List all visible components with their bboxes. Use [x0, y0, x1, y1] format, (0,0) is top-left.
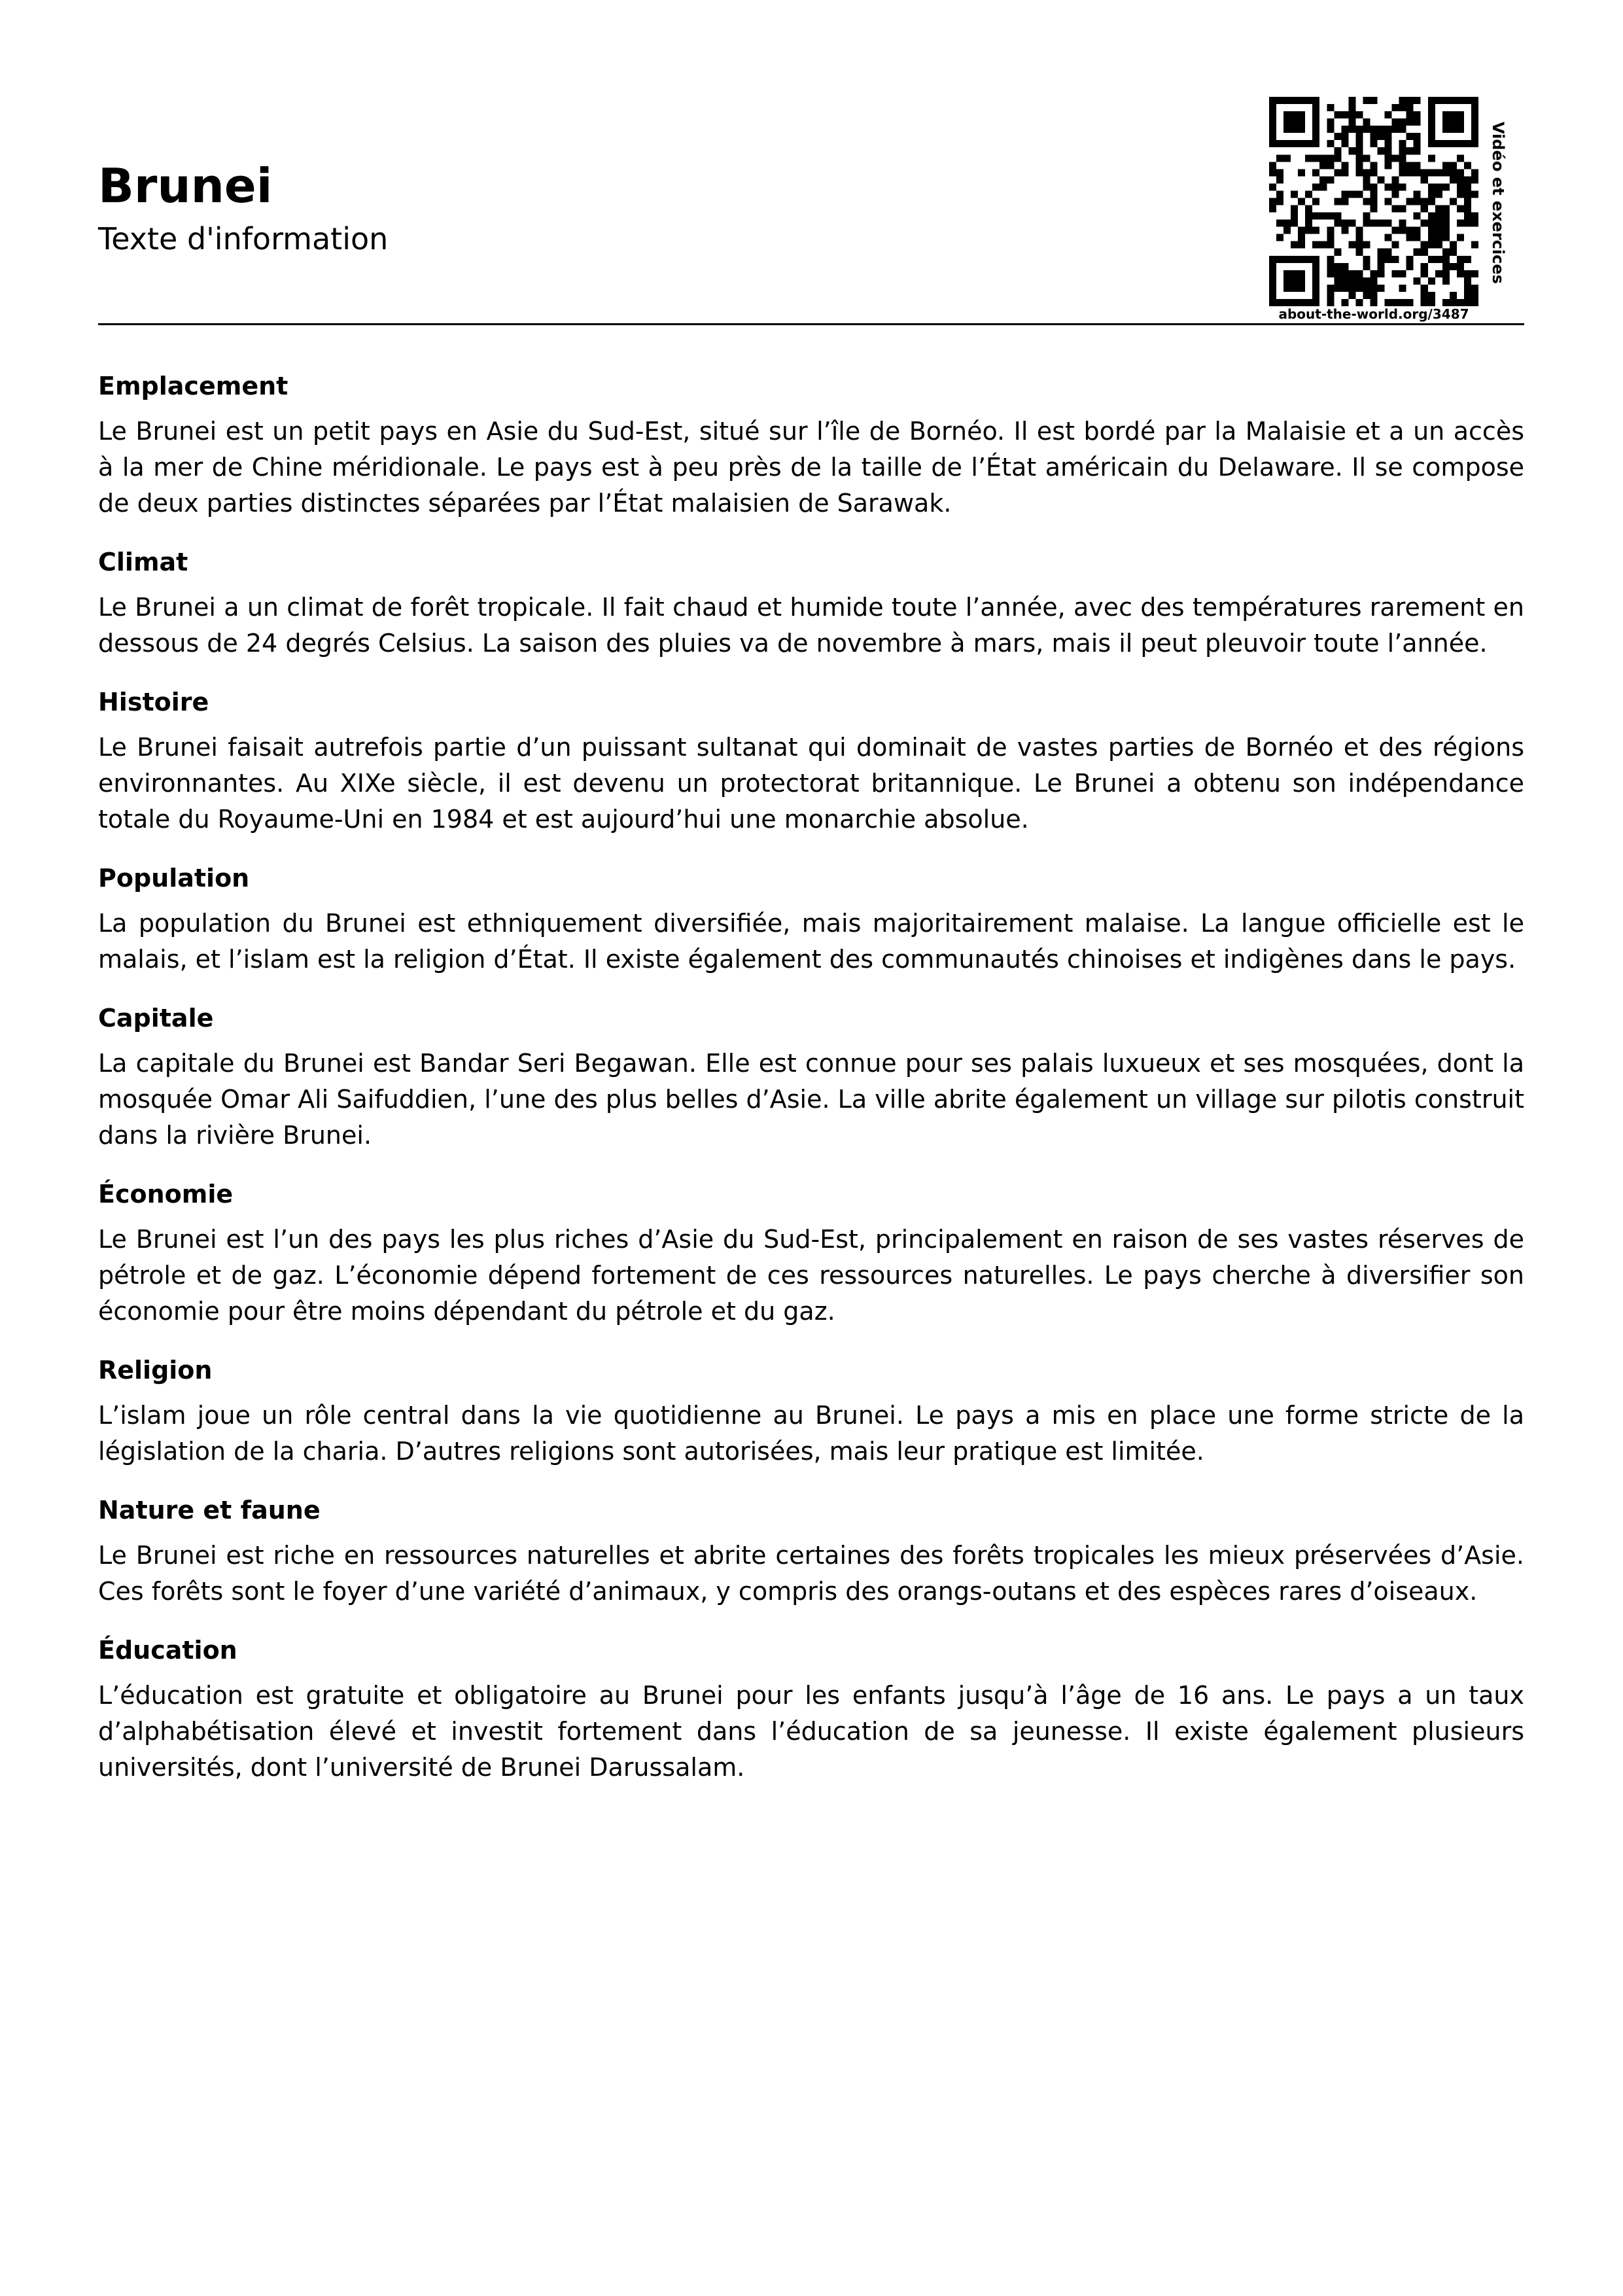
section-paragraph: L’éducation est gratuite et obligatoire au Brunei pour les enfants jusqu’à l’âge de 16 ans. Le pays a un taux d’alphabétisation élevé et investit fortement dans l’éducation de sa jeunesse. Il existe également plusieurs universités, dont l’université de Brunei Darussalam.	[98, 1681, 1524, 1782]
section-climat	[98, 542, 1524, 662]
section-histoire	[98, 682, 1524, 838]
section-paragraph: Le Brunei est un petit pays en Asie du Sud-Est, situé sur l’île de Bornéo. Il est bordé par la Malaisie et a un accès à la mer de Chine méridionale. Le pays est à peu près de la taille de l’État américain du Delaware. Il se compose de deux parties distinctes séparées par l’État malaisien de Sarawak.	[98, 417, 1524, 518]
section-paragraph: Le Brunei faisait autrefois partie d’un puissant sultanat qui dominait de vastes parties de Bornéo et des régions environnantes. Au XIXe siècle, il est devenu un protectorat britannique. Le Brunei a obtenu son indépendance totale du Royaume-Uni en 1984 et est aujourd’hui une monarchie absolue.	[98, 733, 1524, 834]
section-paragraph: L’islam joue un rôle central dans la vie quotidienne au Brunei. Le pays a mis en place une forme stricte de la législation de la charia. D’autres religions sont autorisées, mais leur pratique est limitée.	[98, 1401, 1524, 1466]
section-heading: Nature et faune	[98, 1496, 321, 1525]
section-heading: Histoire	[98, 688, 209, 716]
section-emplacement	[98, 366, 1524, 521]
qr-side-label: Vidéo et exercices	[1489, 122, 1507, 284]
section-paragraph: Le Brunei est l’un des pays les plus riches d’Asie du Sud-Est, principalement en raison de ses vastes réserves de pétrole et de gaz. L’économie dépend fortement de ces ressources naturelles. Le pays cherche à diversifier son économie pour être moins dépendant du pétrole et du gaz.	[98, 1225, 1524, 1326]
page-subtitle: Texte d'information	[98, 221, 389, 256]
section-paragraph: La capitale du Brunei est Bandar Seri Begawan. Elle est connue pour ses palais luxueux et ses mosquées, dont la mosquée Omar Ali Saifuddien, l’une des plus belles d’Asie. La ville abrite également un village sur pilotis construit dans la rivière Brunei.	[98, 1049, 1524, 1150]
section-religion	[98, 1351, 1524, 1470]
section-heading: Climat	[98, 548, 188, 576]
section-heading: Religion	[98, 1356, 213, 1385]
section-paragraph: Le Brunei est riche en ressources naturelles et abrite certaines des forêts tropicales les mieux préservées d’Asie. Ces forêts sont le foyer d’une variété d’animaux, y compris des orangs-outans et des espèces rares d’oiseaux.	[98, 1541, 1524, 1606]
section-paragraph: La population du Brunei est ethniquement diversifiée, mais majoritairement malaise. La langue officielle est le malais, et l’islam est la religion d’État. Il existe également des communautés chinoises et indigènes dans le pays.	[98, 909, 1524, 974]
article-content	[98, 366, 1524, 1807]
section-nature-et-faune	[98, 1491, 1524, 1610]
section-heading: Emplacement	[98, 372, 288, 400]
section-economie	[98, 1174, 1524, 1330]
section-education	[98, 1631, 1524, 1786]
section-capitale	[98, 998, 1524, 1154]
section-heading: Capitale	[98, 1004, 214, 1033]
section-paragraph: Le Brunei a un climat de forêt tropicale. Il fait chaud et humide toute l’année, avec des températures rarement en dessous de 24 degrés Celsius. La saison des pluies va de novembre à mars, mais il peut pleuvoir toute l’année.	[98, 593, 1524, 658]
section-population	[98, 858, 1524, 978]
section-heading: Économie	[98, 1180, 234, 1209]
section-heading: Éducation	[98, 1636, 237, 1665]
header-divider	[98, 323, 1524, 325]
section-heading: Population	[98, 864, 250, 892]
page-title: Brunei	[98, 158, 273, 213]
qr-code-icon[interactable]	[1269, 97, 1478, 306]
qr-url-label: about-the-world.org/3487	[1278, 306, 1469, 322]
